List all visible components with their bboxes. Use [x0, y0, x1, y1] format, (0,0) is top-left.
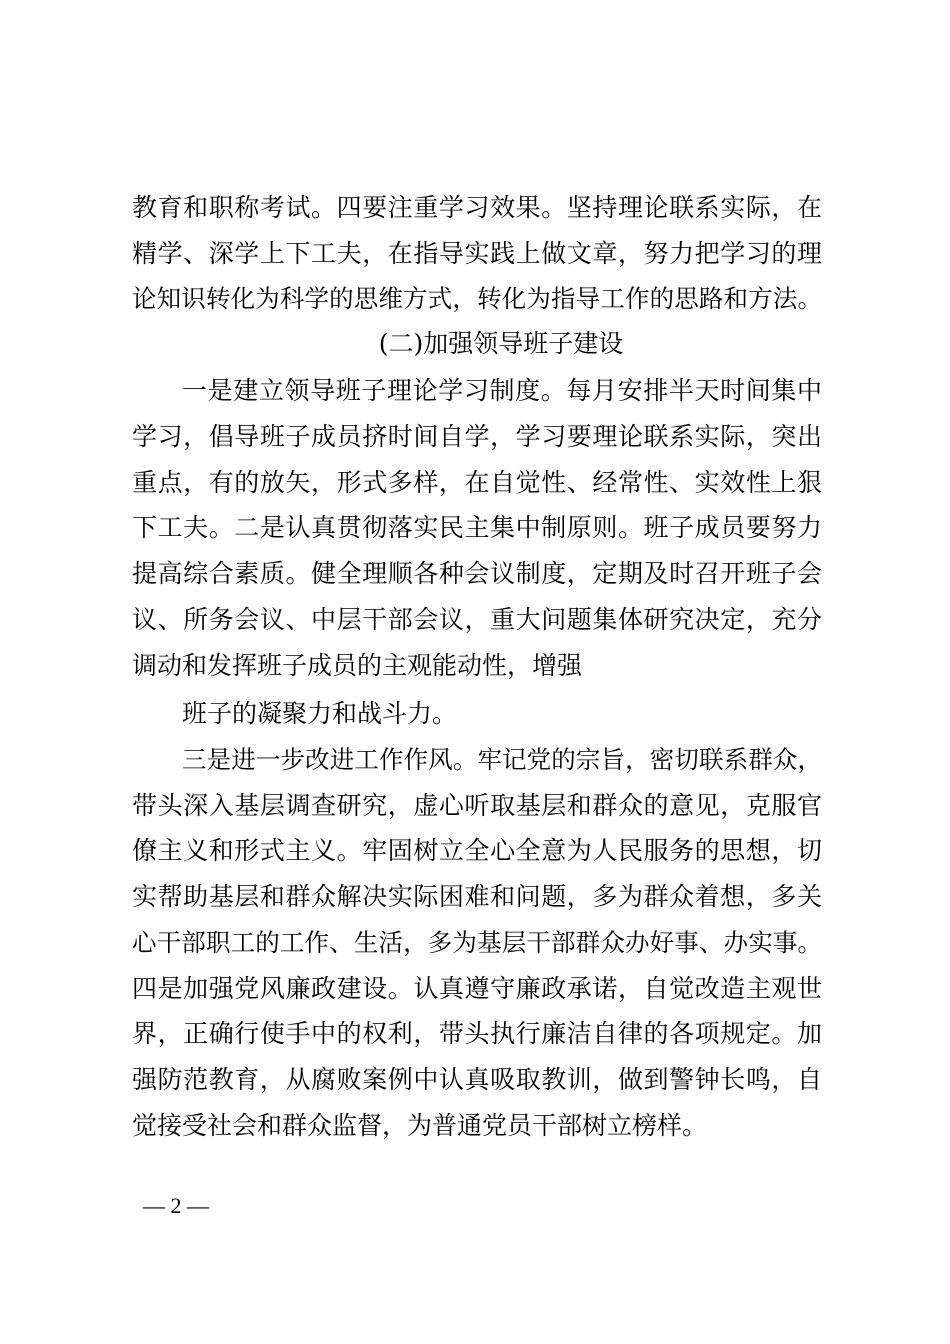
paragraph-line: 重点，有的放矢，形式多样，在自觉性、经常性、实效性上狠: [132, 468, 822, 497]
paragraph-line: 觉接受社会和群众监督，为普通党员干部树立榜样。: [132, 1111, 708, 1140]
paragraph-line: 一是建立领导班子理论学习制度。每月安排半天时间集中: [182, 376, 822, 405]
paragraph-line: 议、所务会议、中层干部会议，重大问题集体研究决定，充分: [132, 605, 822, 634]
paragraph-line: 下工夫。二是认真贯彻落实民主集中制原则。班子成员要努力: [132, 513, 822, 542]
paragraph-line: 提高综合素质。健全理顺各种会议制度，定期及时召开班子会: [132, 559, 822, 588]
paragraph-line: 僚主义和形式主义。牢固树立全心全意为人民服务的思想，切: [132, 836, 822, 865]
paragraph-line: 论知识转化为科学的思维方式，转化为指导工作的思路和方法。: [132, 284, 822, 313]
section-heading: (二)加强领导班子建设: [378, 329, 624, 358]
paragraph-line: 心干部职工的工作、生活，多为基层干部群众办好事、办实事。: [132, 928, 822, 957]
paragraph-line: 教育和职称考试。四要注重学习效果。坚持理论联系实际，在: [132, 193, 822, 222]
paragraph-line: 带头深入基层调查研究，虚心听取基层和群众的意见，克服官: [132, 791, 822, 820]
paragraph-line: 三是进一步改进工作作风。牢记党的宗旨，密切联系群众，: [182, 745, 822, 774]
paragraph-line: 精学、深学上下工夫，在指导实践上做文章，努力把学习的理: [132, 239, 822, 268]
paragraph-line: 调动和发挥班子成员的主观能动性，增强: [132, 651, 583, 680]
paragraph-line: 学习，倡导班子成员挤时间自学，学习要理论联系实际，突出: [132, 422, 822, 451]
paragraph-line: 界，正确行使手中的权利，带头执行廉洁自律的各项规定。加: [132, 1019, 822, 1048]
paragraph-line: 强防范教育，从腐败案例中认真吸取教训，做到警钟长鸣，自: [132, 1065, 822, 1094]
paragraph-line: 实帮助基层和群众解决实际困难和问题，多为群众着想，多关: [132, 882, 822, 911]
paragraph-line: 班子的凝聚力和战斗力。: [182, 699, 458, 728]
page-number: — 2 —: [143, 1193, 209, 1218]
paragraph-line: 四是加强党风廉政建设。认真遵守廉政承诺，自觉改造主观世: [132, 974, 822, 1003]
